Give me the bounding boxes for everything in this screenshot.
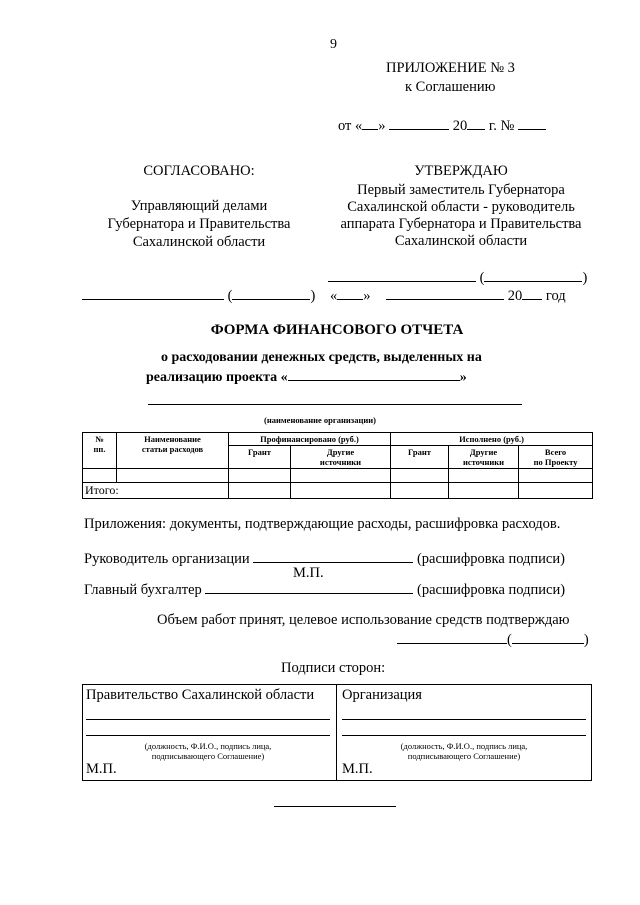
acceptance-signature-line: ( ) <box>397 630 589 649</box>
right-party-title: Организация <box>342 687 422 703</box>
right-stamp-place: М.П. <box>342 761 373 777</box>
form-title: ФОРМА ФИНАНСОВОГО ОТЧЕТА <box>210 322 464 338</box>
agreed-signature-line: ( ) <box>82 286 315 305</box>
agreed-title: СОГЛАСОВАНО: <box>143 163 255 179</box>
header-cell-other-executed: Другие источники <box>449 446 519 469</box>
appendix-subtitle: к Соглашению <box>405 79 496 95</box>
financial-report-table <box>82 432 593 499</box>
header-cell-grant-financed: Грант <box>229 446 291 469</box>
left-party-title: Правительство Сахалинской области <box>86 687 315 703</box>
agreed-line3: Сахалинской области <box>132 234 266 250</box>
table-total-row <box>83 483 593 499</box>
approve-line1: Первый заместитель Губернатора <box>357 182 565 198</box>
right-signature-caption: (должность, Ф.И.О., подпись лица, подписывающего Соглашение) <box>400 741 528 761</box>
approve-line4: Сахалинской области <box>394 233 528 249</box>
year-prefix: 20 <box>452 118 468 134</box>
page-number: 9 <box>330 37 337 52</box>
header-cell-name: Наименование статьи расходов <box>117 433 229 469</box>
total-label: Итого: <box>83 483 229 499</box>
date-close: » <box>378 118 386 134</box>
table-row <box>83 469 593 483</box>
signatures-title: Подписи сторон: <box>281 660 386 676</box>
header-cell-executed: Исполнено (руб.) <box>391 433 593 446</box>
agreed-line2: Губернатора и Правительства <box>107 216 291 232</box>
org-caption: (наименование организации) <box>264 415 376 425</box>
header-cell-financed: Профинансировано (руб.) <box>229 433 391 446</box>
approve-date-line: « » 20 год <box>330 288 566 304</box>
head-signature-line: Руководитель организации (расшифровка подписи) <box>84 551 565 567</box>
footer-divider <box>274 806 396 807</box>
year-suffix: г. № <box>488 118 515 134</box>
appendix-date-line <box>338 116 546 135</box>
header-cell-other-financed: Другие источники <box>291 446 391 469</box>
approve-line3: аппарата Губернатора и Правительства <box>340 216 582 232</box>
attachments-text: Приложения: документы, подтверждающие расходы, расшифровка расходов. <box>84 516 561 532</box>
date-open: от « <box>338 118 363 134</box>
stamp-place-head: М.П. <box>293 565 324 581</box>
signatures-box <box>82 684 592 781</box>
header-cell-grant-executed: Грант <box>391 446 449 469</box>
approve-signature-line: ( ) <box>328 268 587 287</box>
accountant-signature-line: Главный бухгалтер (расшифровка подписи) <box>84 582 566 598</box>
approve-title: УТВЕРЖДАЮ <box>414 163 508 179</box>
agreed-line1: Управляющий делами <box>130 198 268 214</box>
appendix-title: ПРИЛОЖЕНИЕ № 3 <box>386 60 515 76</box>
org-name-line <box>148 404 522 405</box>
acceptance-text: Объем работ принят, целевое использование средств подтверждаю <box>157 612 570 628</box>
form-subtitle-line1: о расходовании денежных средств, выделенных на <box>161 350 482 365</box>
header-cell-number: № пп. <box>83 433 117 469</box>
left-signature-caption: (должность, Ф.И.О., подпись лица, подписывающего Соглашение) <box>144 741 272 761</box>
left-stamp-place: М.П. <box>86 761 117 777</box>
approve-line2: Сахалинской области - руководитель <box>347 199 575 215</box>
form-subtitle-line2: реализацию проекта « » <box>146 370 467 385</box>
header-cell-total: Всего по Проекту <box>519 446 593 469</box>
